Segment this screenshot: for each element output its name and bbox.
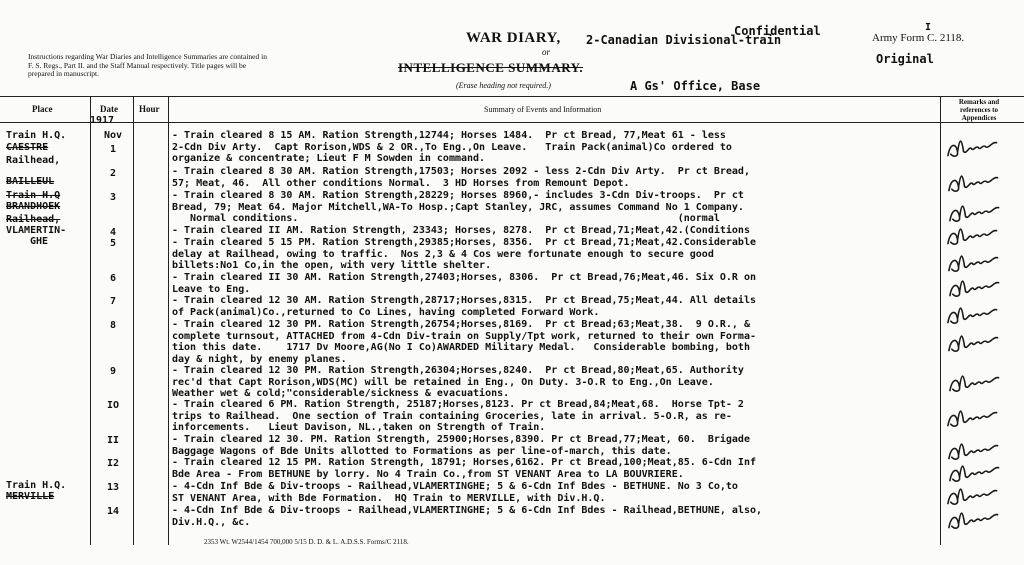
- header-bottom-rule: [0, 122, 1024, 123]
- entry-nov-8: - Train cleared 12 30 PM. Ration Strength,26754;Horses,8169. Pr ct Bread;63;Meat,38. 9 O.R., & complete turnsout, ATTACHED from 4-Cdn Div-train on Supply/Tpt work, returned to their own Forma- tion this date. 1717 Dv Moore,AG(No I Co)AWARDED Military Medal. Considerable bombing, both day & night, by enemy planes.: [172, 319, 756, 365]
- entry-nov-14: - 4-Cdn Inf Bde & Div-troops - Railhead,VLAMERTINGHE; 5 & 6-Cdn Inf Bdes - Railhead,BETHUNE, also, Div.H.Q., &c.: [172, 505, 763, 528]
- column-header-summary: Summary of Events and Information: [484, 105, 602, 114]
- date-2: 2: [109, 168, 117, 179]
- date-12: I2: [106, 458, 120, 469]
- signature-initials: [947, 171, 998, 192]
- print-footer: 2353 Wt. W2544/1454 700,000 5/15 D. D. & L. A.D.S.S. Forms/C 2118.: [204, 538, 409, 546]
- column-header-hour: Hour: [139, 104, 160, 114]
- entry-nov-1: - Train cleared 8 15 AM. Ration Strength,12744; Horses 1484. Pr ct Bread, 77,Meat 61 - less 2-Cdn Div Arty. Capt Rorison,WDS & 2 OR.,To Eng.,On Leave. Train Pack(animal)Co ordered to organize & concentrate; Lieut F M Sowden in command.: [172, 130, 732, 164]
- place-railhead: Railhead,: [6, 155, 61, 166]
- remarks-signatures: [940, 122, 1024, 532]
- form-mark: I: [925, 22, 932, 33]
- title-or: or: [542, 47, 551, 57]
- entry-nov-7: - Train cleared 12 30 AM. Ration Strength,28717;Horses,8315. Pr ct Bread,75;Meat,44. All details of Pack(animal)Co.,returned to Co Lines, having completed Forward Work.: [172, 295, 756, 318]
- date-month: Nov: [103, 130, 123, 141]
- date-column-divider: [133, 96, 134, 545]
- entry-nov-13: - 4-Cdn Inf Bde & Div-troops - Railhead,VLAMERTINGHE; 5 & 6-Cdn Inf Bdes - BETHUNE. No 3 Co,to ST VENANT Area, with Bde Formation. HQ Train to MERVILLE, with Div.H.Q.: [172, 481, 738, 504]
- column-header-year: 1917: [90, 115, 115, 126]
- instructions-note: Instructions regarding War Diaries and Intelligence Summaries are contained in F. S. Regs., Part II. and the Staff Manual respectively. Title pages will be prepared in manuscript.: [28, 52, 267, 78]
- confidential-label: Confidential: [734, 24, 821, 38]
- entry-nov-12: - Train cleared 12 15 PM. Ration Strength, 18791; Horses,6162. Pr ct Bread,100;Meat,85. 6-Cdn Inf Bde Area - From BETHUNE by lorry. No 4 Train Co.,from ST VENANT Area to LA BOUVRIERE.: [172, 457, 756, 480]
- signature-initials: [946, 484, 997, 505]
- place-merville: MERVILLE: [6, 491, 55, 502]
- entry-nov-2: - Train cleared 8 30 AM. Ration Strength,17503; Horses 2092 - less 2-Cdn Div Arty. Pr ct Bread, 57; Meat, 46. All other conditions Normal. 3 HD Horses from Remount Depot.: [172, 166, 750, 189]
- signature-initials: [947, 331, 998, 352]
- table-top-rule: [0, 96, 1024, 97]
- signature-initials: [947, 439, 998, 460]
- column-header-date: Date: [100, 104, 118, 114]
- unit-name: 2-Canadian Divisional-train: [586, 33, 782, 47]
- date-6: 6: [109, 273, 117, 284]
- heading-erase-note: (Erase heading not required.): [456, 81, 551, 90]
- signature-initials: [946, 303, 997, 324]
- date-5: 5: [109, 238, 117, 249]
- date-7: 7: [109, 296, 117, 307]
- entry-nov-5: - Train cleared 5 15 PM. Ration Strength,29385;Horses, 8356. Pr ct Bread,71;Meat,42.Considerable delay at Railhead, owing to traffic. Nos 2,3 & 4 Cos were fortunate enough to secure good billets:No1 Co,in the open, with very little shelter.: [172, 237, 756, 271]
- place-train-hq-3: Train H.Q.: [6, 480, 67, 491]
- place-train-hq: Train H.Q.: [6, 130, 67, 141]
- place-bailleul: BAILLEUL: [6, 176, 55, 187]
- column-header-remarks: Remarks and references to Appendices: [958, 98, 1000, 122]
- entry-nov-3: - Train cleared 8 30 AM. Ration Strength,28229; Horses 8960,- includes 3-Cdn Div-troops. Pr ct Bread, 79; Meat 64. Major Mitchell,WA-To Hosp.;Capt Stanley, JRC, assumes Command No 1 Company. Normal conditions. (normal: [172, 190, 744, 224]
- signature-initials: [946, 406, 997, 427]
- entry-nov-9: - Train cleared 12 30 PM. Ration Strength,26304;Horses,8240. Pr ct Bread,80;Meat,65. Authority rec'd that Capt Rorison,WDS(MC) will be retained in Eng., On Duty. 3-O.R to Eng.,On Leave. Weather wet & cold;"considerable/sickness & evacuations.: [172, 365, 744, 399]
- place-railhead-2: Railhead,: [6, 214, 61, 225]
- signature-initials: [947, 508, 998, 529]
- signature-initials: [946, 136, 997, 157]
- entry-nov-6: - Train cleared II 30 AM. Ration Strength,27403;Horses, 8306. Pr ct Bread,76;Meat,46. Six O.R on Leave to Eng.: [172, 272, 756, 295]
- army-form-number: Army Form C. 2118.: [872, 32, 965, 44]
- place-train-hq-2: Train H.Q: [6, 190, 61, 201]
- date-9: 9: [109, 366, 117, 377]
- date-8: 8: [109, 320, 117, 331]
- entry-nov-11: - Train cleared 12 30. PM. Ration Strength, 25900;Horses,8390. Pr ct Bread,77;Meat, 60. Brigade Baggage Wagons of Bde Units allotted to Formations as per line-of-march, this date.: [172, 434, 750, 457]
- hour-column-divider: [168, 96, 169, 545]
- place-brandhoek: BRANDHOEK: [6, 201, 61, 212]
- signature-initials: [948, 371, 999, 392]
- place-ghe: GHE: [30, 236, 49, 247]
- original-label: Original: [876, 52, 934, 66]
- date-4: 4: [109, 227, 117, 238]
- entry-nov-4: - Train cleared II AM. Ration Strength, 23343; Horses, 8278. Pr ct Bread,71;Meat,42.(Conditions: [172, 225, 750, 236]
- date-3: 3: [109, 192, 117, 203]
- column-header-place: Place: [32, 104, 53, 114]
- place-column-divider: [90, 96, 91, 545]
- date-13: 13: [106, 482, 120, 493]
- title-war-diary: WAR DIARY,: [466, 30, 561, 46]
- signature-initials: [947, 251, 998, 272]
- place-caestre: CAESTRE: [6, 142, 49, 153]
- signature-initials: [948, 201, 999, 222]
- entry-nov-10: - Train cleared 6 PM. Ration Strength, 25187;Horses,8123. Pr ct Bread,84;Meat,68. Horse Tpt- 2 trips to Railhead. One section of Train containing Groceries, late in arrival. 5-O.R, as re- inforcements. Lieut Davison, NL.,taken on Strength of Train.: [172, 399, 744, 433]
- title-intelligence-summary: INTELLIGENCE SUMMARY.: [398, 60, 584, 75]
- date-1: 1: [109, 144, 117, 155]
- date-14: 14: [106, 506, 120, 517]
- place-vlamertinghe: VLAMERTIN-: [6, 225, 67, 236]
- date-10: IO: [106, 400, 120, 411]
- signature-initials: [946, 224, 997, 245]
- office-name: A Gs' Office, Base: [630, 79, 761, 93]
- signature-initials: [948, 461, 999, 482]
- signature-initials: [948, 276, 999, 297]
- date-11: II: [106, 435, 120, 446]
